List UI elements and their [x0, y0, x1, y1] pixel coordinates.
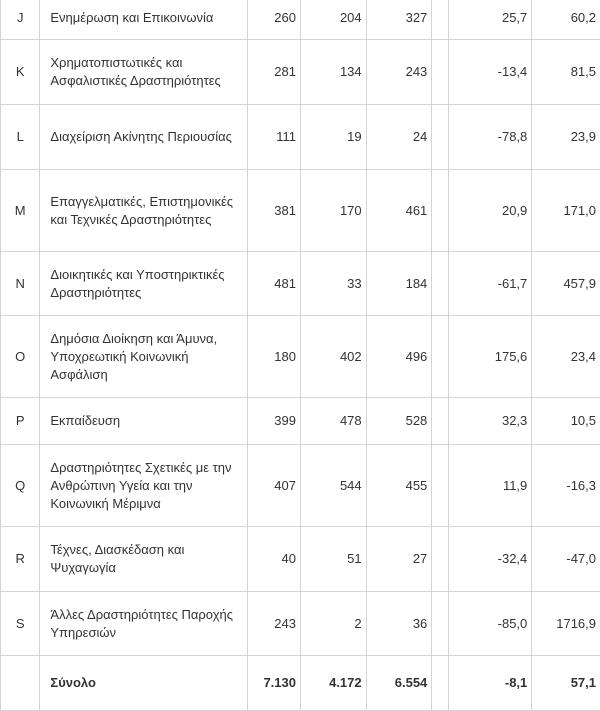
- table-row: [1, 592, 600, 656]
- row-label: Δημόσια Διοίκηση και Άμυνα, Υποχρεωτική Κοινωνική Ασφάλιση: [40, 316, 248, 398]
- row-label: Ενημέρωση και Επικοινωνία: [40, 0, 248, 40]
- total-value-col-1: 7.130: [248, 656, 301, 711]
- row-label: Άλλες Δραστηριότητες Παροχής Υπηρεσιών: [40, 592, 248, 656]
- total-row: [1, 656, 600, 711]
- row-label: Τέχνες, Διασκέδαση και Ψυχαγωγία: [40, 527, 248, 592]
- percent-col-2: 171,0: [532, 170, 600, 252]
- spacer-cell: [432, 316, 449, 398]
- row-label: Εκπαίδευση: [40, 398, 248, 445]
- value-col-3: 496: [366, 316, 432, 398]
- value-col-2: 134: [300, 40, 366, 105]
- row-code: O: [1, 316, 40, 398]
- percent-col-1: 175,6: [449, 316, 532, 398]
- percent-col-1: -13,4: [449, 40, 532, 105]
- row-code: P: [1, 398, 40, 445]
- total-value-col-3: 6.554: [366, 656, 432, 711]
- value-col-2: 19: [300, 105, 366, 170]
- percent-col-2: 10,5: [532, 398, 600, 445]
- row-label: Διοικητικές και Υποστηρικτικές Δραστηριότητες: [40, 252, 248, 316]
- row-label: Χρηματοπιστωτικές και Ασφαλιστικές Δραστηριότητες: [40, 40, 248, 105]
- percent-col-1: 25,7: [449, 0, 532, 40]
- percent-col-1: 20,9: [449, 170, 532, 252]
- value-col-3: 455: [366, 445, 432, 527]
- spacer-cell: [432, 398, 449, 445]
- row-code: M: [1, 170, 40, 252]
- total-value-col-2: 4.172: [300, 656, 366, 711]
- row-label: Δραστηριότητες Σχετικές με την Ανθρώπινη Υγεία και την Κοινωνική Μέριμνα: [40, 445, 248, 527]
- percent-col-2: 23,9: [532, 105, 600, 170]
- percent-col-2: -16,3: [532, 445, 600, 527]
- row-code: R: [1, 527, 40, 592]
- value-col-3: 24: [366, 105, 432, 170]
- table-row: [1, 527, 600, 592]
- table-row: [1, 398, 600, 445]
- value-col-2: 33: [300, 252, 366, 316]
- row-code: N: [1, 252, 40, 316]
- percent-col-1: -32,4: [449, 527, 532, 592]
- value-col-3: 27: [366, 527, 432, 592]
- value-col-2: 204: [300, 0, 366, 40]
- table-row: [1, 252, 600, 316]
- spacer-cell: [432, 0, 449, 40]
- value-col-2: 2: [300, 592, 366, 656]
- spacer-cell: [432, 252, 449, 316]
- spacer-cell: [432, 656, 449, 711]
- spacer-cell: [432, 527, 449, 592]
- percent-col-2: 81,5: [532, 40, 600, 105]
- row-label: Διαχείριση Ακίνητης Περιουσίας: [40, 105, 248, 170]
- table-row: [1, 0, 600, 40]
- value-col-2: 51: [300, 527, 366, 592]
- spacer-cell: [432, 40, 449, 105]
- percent-col-2: -47,0: [532, 527, 600, 592]
- percent-col-2: 60,2: [532, 0, 600, 40]
- table-row: [1, 316, 600, 398]
- spacer-cell: [432, 592, 449, 656]
- percent-col-1: -78,8: [449, 105, 532, 170]
- value-col-1: 180: [248, 316, 301, 398]
- percent-col-2: 457,9: [532, 252, 600, 316]
- value-col-1: 281: [248, 40, 301, 105]
- spacer-cell: [432, 105, 449, 170]
- value-col-3: 243: [366, 40, 432, 105]
- table-row: [1, 105, 600, 170]
- row-code: K: [1, 40, 40, 105]
- percent-col-1: 11,9: [449, 445, 532, 527]
- value-col-3: 327: [366, 0, 432, 40]
- row-code: [1, 656, 40, 711]
- value-col-3: 461: [366, 170, 432, 252]
- value-col-1: 407: [248, 445, 301, 527]
- percent-col-1: -61,7: [449, 252, 532, 316]
- value-col-1: 399: [248, 398, 301, 445]
- row-code: J: [1, 0, 40, 40]
- value-col-1: 260: [248, 0, 301, 40]
- value-col-3: 528: [366, 398, 432, 445]
- spacer-cell: [432, 170, 449, 252]
- value-col-2: 402: [300, 316, 366, 398]
- total-label: Σύνολο: [40, 656, 248, 711]
- row-code: L: [1, 105, 40, 170]
- value-col-2: 478: [300, 398, 366, 445]
- value-col-1: 243: [248, 592, 301, 656]
- percent-col-2: 23,4: [532, 316, 600, 398]
- total-percent-col-2: 57,1: [532, 656, 600, 711]
- value-col-1: 111: [248, 105, 301, 170]
- value-col-2: 544: [300, 445, 366, 527]
- value-col-1: 40: [248, 527, 301, 592]
- value-col-3: 184: [366, 252, 432, 316]
- value-col-2: 170: [300, 170, 366, 252]
- value-col-1: 481: [248, 252, 301, 316]
- spacer-cell: [432, 445, 449, 527]
- table-row: [1, 170, 600, 252]
- table-row: [1, 40, 600, 105]
- value-col-3: 36: [366, 592, 432, 656]
- table-row: [1, 445, 600, 527]
- row-label: Επαγγελματικές, Επιστημονικές και Τεχνικές Δραστηριότητες: [40, 170, 248, 252]
- row-code: Q: [1, 445, 40, 527]
- percent-col-1: 32,3: [449, 398, 532, 445]
- percent-col-2: 1716,9: [532, 592, 600, 656]
- percent-col-1: -85,0: [449, 592, 532, 656]
- total-percent-col-1: -8,1: [449, 656, 532, 711]
- value-col-1: 381: [248, 170, 301, 252]
- row-code: S: [1, 592, 40, 656]
